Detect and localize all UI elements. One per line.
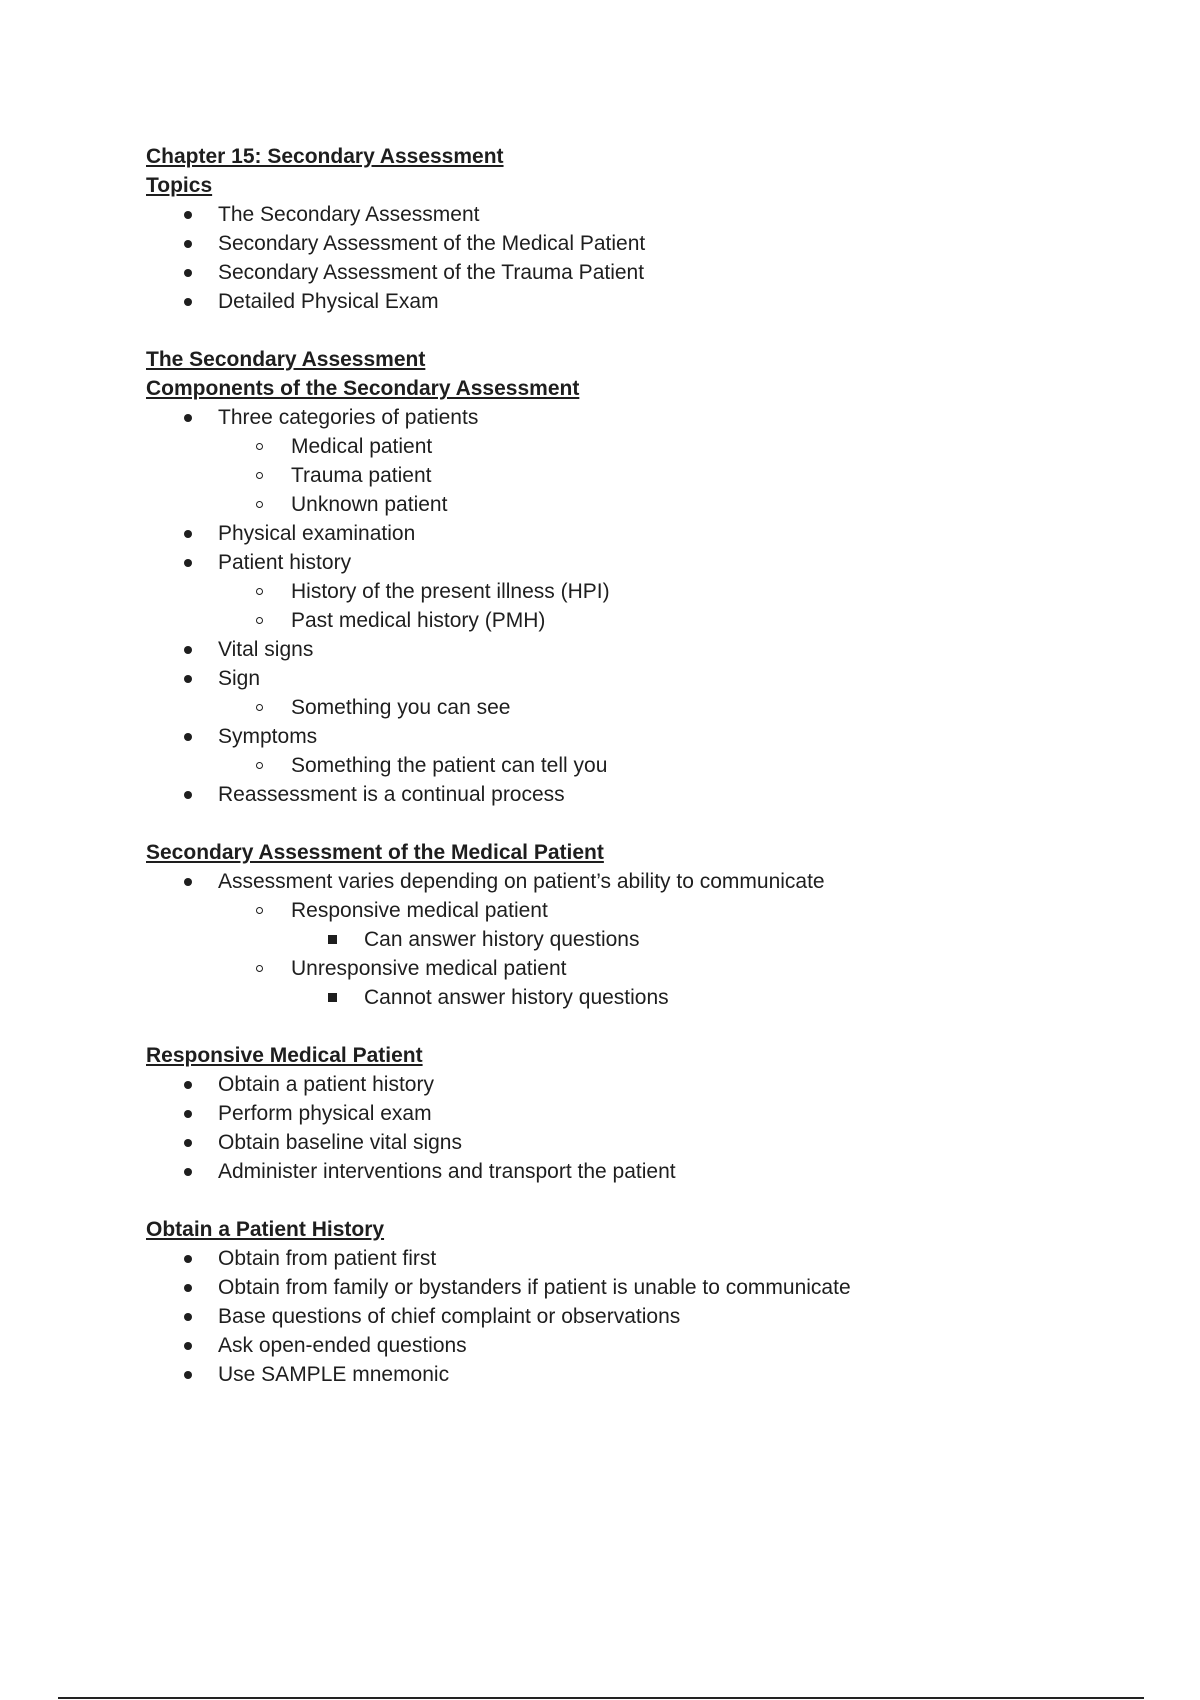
obtain-history-list — [146, 1244, 1126, 1389]
list-item: Symptoms — [146, 722, 1126, 751]
bullet-dot — [184, 548, 192, 577]
list-item: Trauma patient — [146, 461, 1126, 490]
list-item: Something you can see — [146, 693, 1126, 722]
bullet-dot — [184, 403, 192, 432]
bullet-dot — [184, 1273, 192, 1302]
medical-patient-heading: Secondary Assessment of the Medical Patient — [146, 841, 604, 864]
bullet-dot — [184, 1302, 192, 1331]
list-item: Ask open-ended questions — [146, 1331, 1126, 1360]
list-item: Past medical history (PMH) — [146, 606, 1126, 635]
topics-heading: Topics — [146, 174, 213, 197]
bullet-dot — [184, 635, 192, 664]
bullet-dot — [184, 664, 192, 693]
list-item: Obtain a patient history — [146, 1070, 1126, 1099]
chapter-title: Chapter 15: Secondary Assessment — [146, 145, 504, 168]
bullet-circle — [256, 490, 263, 519]
list-item: Something the patient can tell you — [146, 751, 1126, 780]
list-item: Base questions of chief complaint or observations — [146, 1302, 1126, 1331]
bullet-dot — [184, 287, 192, 316]
footer-divider — [58, 1697, 1144, 1699]
secondary-assessment-heading: The Secondary Assessment — [146, 348, 426, 371]
bullet-dot — [184, 1244, 192, 1273]
bullet-square — [328, 983, 337, 1012]
bullet-dot — [184, 200, 192, 229]
list-item: Obtain baseline vital signs — [146, 1128, 1126, 1157]
list-item: Physical examination — [146, 519, 1126, 548]
list-item: Obtain from patient first — [146, 1244, 1126, 1273]
bullet-circle — [256, 606, 263, 635]
list-item: Sign — [146, 664, 1126, 693]
list-item: Medical patient — [146, 432, 1126, 461]
bullet-circle — [256, 751, 263, 780]
bullet-dot — [184, 1157, 192, 1186]
bullet-circle — [256, 896, 263, 925]
responsive-patient-heading: Responsive Medical Patient — [146, 1044, 423, 1067]
list-item: The Secondary Assessment — [146, 200, 1126, 229]
list-item: Use SAMPLE mnemonic — [146, 1360, 1126, 1389]
list-item: Detailed Physical Exam — [146, 287, 1126, 316]
bullet-dot — [184, 258, 192, 287]
bullet-circle — [256, 954, 263, 983]
list-item: Secondary Assessment of the Medical Patient — [146, 229, 1126, 258]
list-item: Patient history — [146, 548, 1126, 577]
bullet-square — [328, 925, 337, 954]
bullet-dot — [184, 519, 192, 548]
obtain-history-heading: Obtain a Patient History — [146, 1218, 385, 1241]
components-list — [146, 403, 1126, 809]
list-item: Three categories of patients — [146, 403, 1126, 432]
responsive-patient-list — [146, 1070, 1126, 1186]
bullet-dot — [184, 1360, 192, 1389]
list-item: Responsive medical patient — [146, 896, 1126, 925]
bullet-circle — [256, 432, 263, 461]
list-item: Perform physical exam — [146, 1099, 1126, 1128]
bullet-dot — [184, 722, 192, 751]
list-item: Cannot answer history questions — [146, 983, 1126, 1012]
list-item: Administer interventions and transport the patient — [146, 1157, 1126, 1186]
components-heading: Components of the Secondary Assessment — [146, 377, 580, 400]
bullet-dot — [184, 867, 192, 896]
bullet-dot — [184, 1128, 192, 1157]
bullet-dot — [184, 229, 192, 258]
list-item: Unknown patient — [146, 490, 1126, 519]
bullet-circle — [256, 461, 263, 490]
list-item: Can answer history questions — [146, 925, 1126, 954]
document-page — [146, 142, 1126, 1389]
bullet-circle — [256, 577, 263, 606]
medical-patient-list — [146, 867, 1126, 1012]
list-item: History of the present illness (HPI) — [146, 577, 1126, 606]
list-item: Reassessment is a continual process — [146, 780, 1126, 809]
list-item: Unresponsive medical patient — [146, 954, 1126, 983]
list-item: Obtain from family or bystanders if patient is unable to communicate — [146, 1273, 1126, 1302]
bullet-circle — [256, 693, 263, 722]
topics-list — [146, 200, 1126, 316]
bullet-dot — [184, 1099, 192, 1128]
bullet-dot — [184, 780, 192, 809]
bullet-dot — [184, 1070, 192, 1099]
list-item: Secondary Assessment of the Trauma Patient — [146, 258, 1126, 287]
list-item: Vital signs — [146, 635, 1126, 664]
list-item: Assessment varies depending on patient’s ability to communicate — [146, 867, 1126, 896]
bullet-dot — [184, 1331, 192, 1360]
